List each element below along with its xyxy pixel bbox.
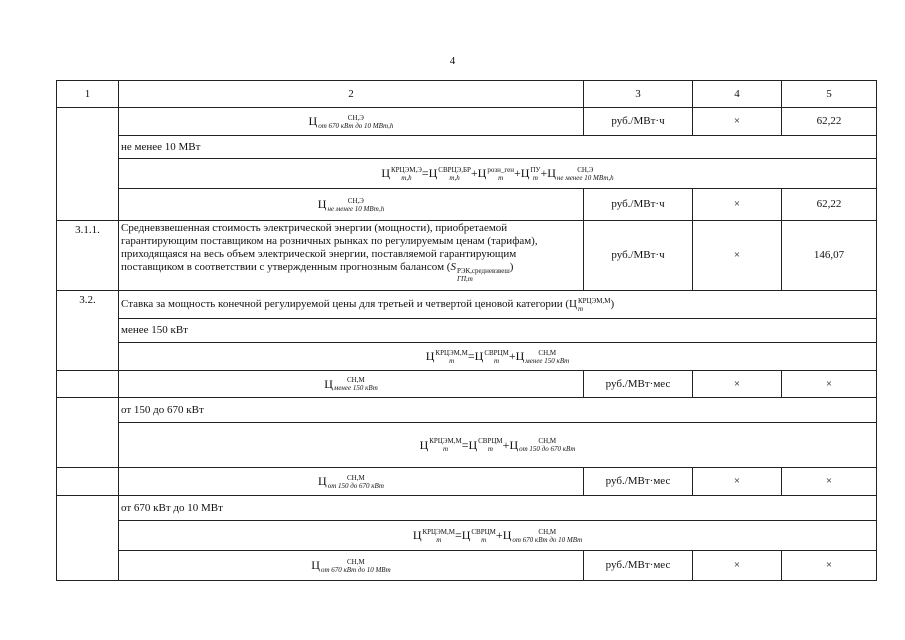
header-col-3: 3 (635, 87, 641, 100)
header-col-1: 1 (84, 87, 91, 100)
col5-cell: × (825, 377, 833, 390)
formula-sub: менее 150 кВт (333, 384, 378, 392)
formula-symbol: Ц (547, 166, 556, 180)
unit-cell: руб./МВт·ч (611, 198, 665, 210)
formula-sup: КРЦЭМ,М (435, 348, 468, 357)
formula-symbol: Ц (324, 376, 333, 391)
formula-ne-menee-10 (119, 189, 583, 220)
formula-symbol: Ц (381, 166, 390, 180)
formula-sup: СВРЦМ (471, 527, 496, 536)
formula-sup: СН,Э (347, 196, 364, 205)
col4-cell: × (733, 198, 741, 210)
formula-op: = (461, 437, 469, 452)
formula-sub: от 670 кВт до 10 МВт (320, 565, 391, 574)
formula-op: + (513, 166, 521, 180)
formula-op: + (540, 166, 548, 180)
formula-sup: КРЦЭМ,М (578, 296, 611, 305)
formula-symbol: Ц (412, 528, 422, 542)
formula-sup: СН,М (538, 527, 557, 536)
formula-symbol: Ц (311, 558, 320, 572)
label-ot-150-do-670: от 150 до 670 кВт (121, 403, 204, 416)
col4-cell: × (733, 475, 741, 487)
formula-op: + (495, 528, 503, 542)
formula-ot-150-670 (119, 468, 583, 495)
formula-op: = (454, 528, 462, 542)
formula-sup: СН,М (346, 557, 365, 566)
formula-op: + (508, 349, 516, 363)
label-menee-150: менее 150 кВт (121, 324, 188, 336)
formula-sub: m,h (449, 173, 460, 182)
header-col-4: 4 (734, 87, 740, 100)
header-col-2: 2 (348, 87, 354, 100)
formula-ot-670-10 (119, 551, 583, 580)
header-col-5: 5 (826, 87, 832, 100)
formula-sub: m (436, 535, 442, 544)
text-3-2 (121, 291, 871, 318)
formula-symbol: Ц (515, 349, 525, 363)
value-cell: 62,22 (816, 198, 842, 210)
formula-symbol: Ц (419, 437, 429, 452)
formula-sup: КРЦЭМ,Э (391, 165, 422, 174)
text-3-2-body: Ставка за мощность конечной регулируемой цены для третьей и четвертой ценовой категории ( (121, 298, 570, 310)
formula-symbol: Ц (520, 166, 530, 180)
text-3-1-1-body: Средневзвешенная стоимость электрической энергии (мощности), приобретаемой гарантирующим поставщиком на розничных рынках по регулируемым ценам (тарифам), приходящаяся на весь объем электрической энергии, поставляемой гарантирующим поставщиком в соответствии с утвержденным прогнозным балансом ( (121, 222, 538, 273)
formula-op: + (470, 166, 478, 180)
formula-krcem-e (119, 159, 876, 188)
unit-cell: руб./МВт·ч (611, 249, 665, 261)
formula-sup: КРЦЭМ,М (429, 437, 462, 445)
formula-symbol: Ц (468, 437, 478, 452)
formula-sub: m (481, 535, 487, 544)
formula-sup: розн_ген (487, 165, 514, 174)
formula-sub: не менее 10 МВт,h (556, 173, 614, 182)
formula-symbol: S (450, 261, 456, 273)
formula-sub: от 150 до 670 кВт (327, 481, 384, 490)
formula-op: ) (509, 261, 514, 273)
table-border-left (56, 80, 57, 580)
formula-op: ) (610, 298, 615, 310)
row-number-3-1-1: 3.1.1. (75, 223, 100, 236)
formula-sub: не менее 10 МВт,h (327, 204, 385, 213)
col5-cell: × (825, 559, 833, 571)
page-number: 4 (449, 55, 456, 67)
formula-sup: СН,М (346, 473, 365, 482)
unit-cell: руб./МВт·мес (605, 377, 671, 390)
formula-sub: m (494, 356, 500, 365)
formula-sup: СН,Э (577, 165, 594, 174)
formula-sub: m (532, 173, 538, 182)
formula-op: = (421, 166, 429, 180)
table-border-bottom (56, 580, 877, 581)
formula-symbol: Ц (308, 114, 318, 128)
formula-sup: СН,М (538, 348, 557, 357)
col4-cell: × (733, 559, 741, 571)
formula-sup: СН,М (346, 376, 365, 384)
value-cell: 62,22 (816, 115, 842, 127)
value-cell: 146,07 (813, 249, 845, 261)
formula-sup: КРЦЭМ,М (422, 527, 455, 536)
label-ne-menee-10: не менее 10 МВт (121, 140, 201, 153)
col4-cell: × (733, 115, 741, 127)
formula-krcem-m-150-670 (119, 423, 876, 467)
formula-sub: m (498, 173, 504, 182)
col4-cell: × (733, 249, 741, 261)
formula-symbol: Ц (474, 349, 484, 363)
formula-sup: СН,М (538, 437, 557, 445)
formula-sub: от 670 кВт до 10 МВт (512, 535, 583, 544)
formula-sup: СВРЦМ (484, 348, 509, 357)
formula-sup: СВРЦЭ,БР (438, 165, 471, 174)
col4-cell: × (733, 377, 741, 390)
unit-cell: руб./МВт·мес (605, 475, 671, 487)
formula-symbol: Ц (318, 474, 327, 488)
formula-symbol: Ц (317, 197, 327, 211)
formula-sub: от 670 кВт до 10 МВт,h (318, 121, 394, 130)
formula-ot670-10 (119, 108, 583, 135)
formula-symbol: Ц (428, 166, 438, 180)
label-ot-670-do-10: от 670 кВт до 10 МВт (121, 501, 223, 514)
formula-sub: m (578, 304, 584, 313)
col-line (118, 80, 119, 580)
formula-sub: m (449, 356, 455, 365)
formula-op: = (467, 349, 475, 363)
formula-symbol: Ц (461, 528, 471, 542)
formula-sup: РЭК,средневзвеш (456, 267, 510, 275)
formula-symbol: Ц (477, 166, 487, 180)
formula-sub: ГП,m (456, 275, 473, 283)
formula-krcem-m-670-10 (119, 521, 876, 550)
formula-sub: менее 150 кВт (525, 356, 570, 365)
formula-symbol: Ц (502, 528, 512, 542)
formula-symbol: Ц (569, 298, 577, 310)
formula-sub: m (487, 445, 493, 453)
formula-sub: m,h (401, 173, 412, 182)
text-3-1-1 (121, 222, 579, 288)
formula-symbol: Ц (425, 349, 435, 363)
formula-sup: СН,Э (347, 113, 364, 122)
formula-krcem-m-menee-150 (119, 343, 876, 370)
formula-sub: m (442, 445, 448, 453)
formula-sup: ПУ (530, 165, 541, 174)
formula-op: + (502, 437, 510, 452)
formula-sub: от 150 до 670 кВт (519, 445, 576, 453)
unit-cell: руб./МВт·ч (611, 115, 665, 127)
formula-menee-150 (119, 371, 583, 397)
formula-symbol: Ц (509, 437, 519, 452)
col5-cell: × (825, 475, 833, 487)
unit-cell: руб./МВт·мес (605, 559, 671, 571)
formula-sup: СВРЦМ (478, 437, 503, 445)
row-number-3-2: 3.2. (79, 293, 96, 306)
table-border-right (876, 80, 877, 580)
